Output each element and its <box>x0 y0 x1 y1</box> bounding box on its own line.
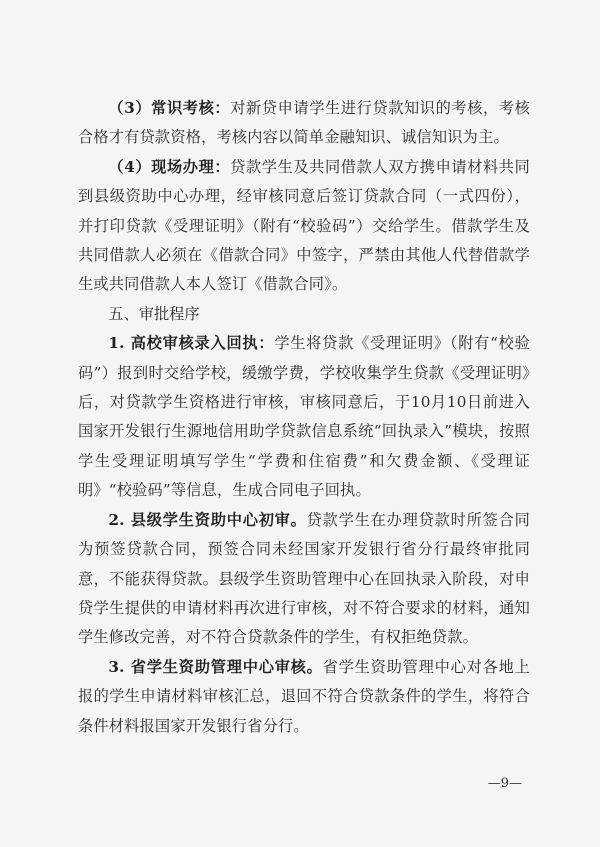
paragraph-lead: （4）现场办理： <box>108 157 231 176</box>
paragraph-lead: （3）常识考核： <box>108 99 231 117</box>
paragraph-text: 对新贷申请学生进行贷款知识的考核，考核合格才有贷款资格，考核内容以简单金融知识、诚信知识为主。 <box>78 99 530 147</box>
step-lead: 3. 省学生资助管理中心审核。 <box>108 657 323 676</box>
page-number: —9— <box>487 776 522 791</box>
step-county-review <box>78 506 530 653</box>
paragraph-on-site-processing <box>78 153 530 300</box>
step-lead: 2. 县级学生资助中心初审。 <box>108 510 307 529</box>
step-text: 学生将贷款《受理证明》（附有“校验码”）报到时交给学校，缓缴学费，学校收集学生贷款《受理证明》后，对贷款学生资格进行审核，审核同意后，于10月10日前进入国家开发银行生源地信用助学贷款信息系统“回执录入”模块，按照学生受理证明填写学生“学费和住宿费”和欠费金额、《受理证明》“校验码”等信息，生成合同电子回执。 <box>78 334 530 500</box>
step-lead: 1. 高校审核录入回执： <box>108 334 275 353</box>
paragraph-common-sense-assessment <box>78 94 530 153</box>
paragraph-text: 贷款学生及共同借款人双方携申请材料共同到县级资助中心办理，经审核同意后签订贷款合同（一式四份），并打印贷款《受理证明》（附有“校验码”）交给学生。借款学生及共同借款人必须在《借款合同》中签字，严禁由其他人代替借款学生或共同借款人本人签订《借款合同》。 <box>78 157 530 294</box>
section-heading: 五、审批程序 <box>108 304 200 323</box>
step-text: 贷款学生在办理贷款时所签合同为预签贷款合同，预签合同未经国家开发银行省分行最终审批同意，不能获得贷款。县级学生资助管理中心在回执录入阶段，对申贷学生提供的申请材料再次进行审核，对不符合要求的材料，通知学生修改完善，对不符合贷款条件的学生，有权拒绝贷款。 <box>78 510 530 647</box>
step-text: 省学生资助管理中心对各地上报的学生申请材料审核汇总，退回不符合贷款条件的学生，将符合条件材料报国家开发银行省分行。 <box>78 657 530 735</box>
document-body <box>78 94 530 741</box>
step-university-review <box>78 329 530 505</box>
step-provincial-review <box>78 653 530 741</box>
